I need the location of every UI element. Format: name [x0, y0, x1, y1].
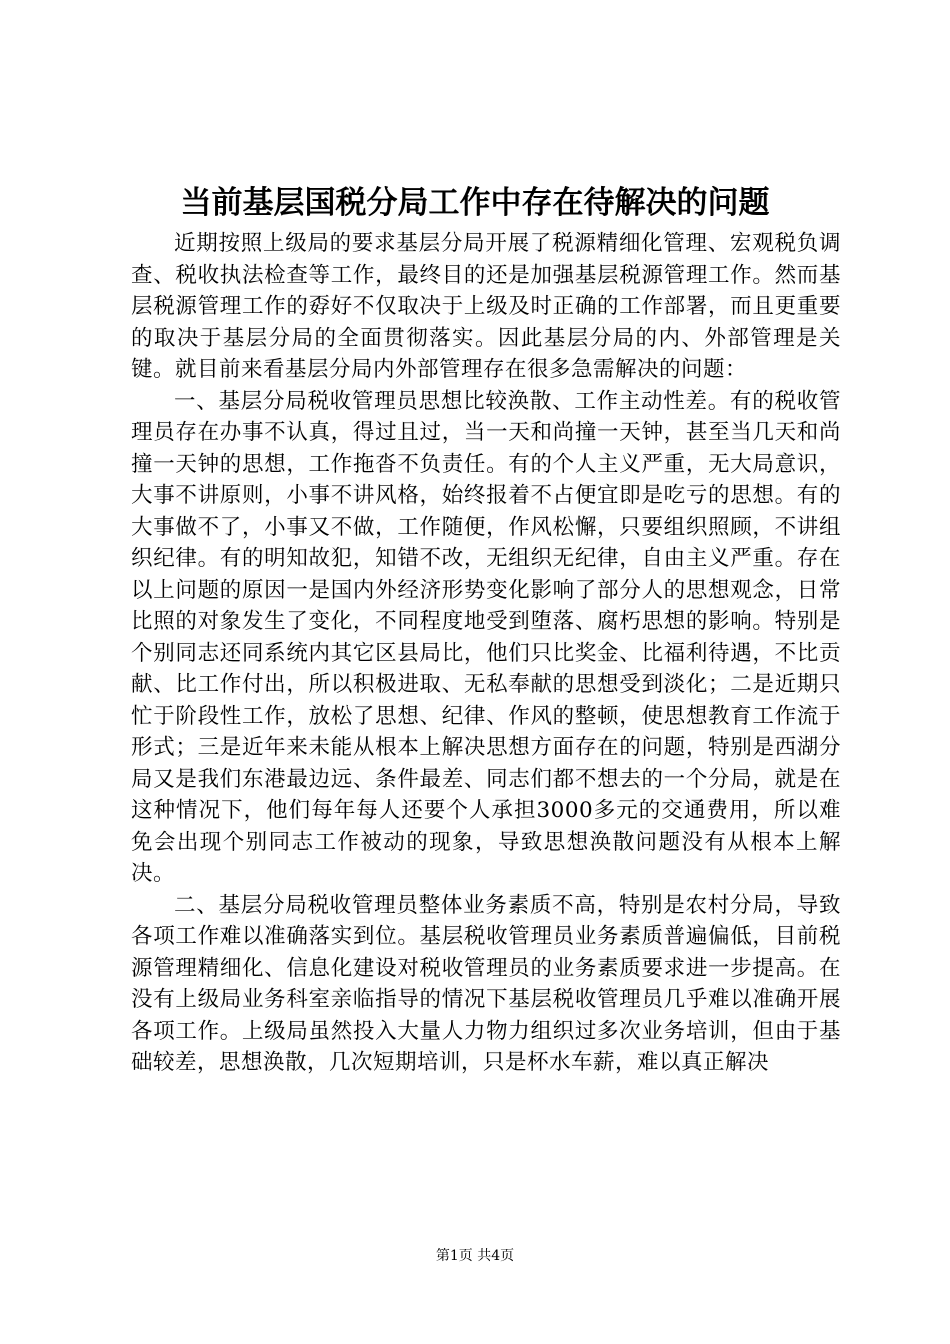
paragraph-section-two: 二、基层分局税收管理员整体业务素质不高，特别是农村分局，导致各项工作难以准确落实到位。基层税收管理员业务素质普遍偏低，目前税源管理精细化、信息化建设对税收管理员的业务素质要求进一步提高。在没有上级局业务科室亲临指导的情况下基层税收管理员几乎难以准确开展各项工作。上级局虽然投入大量人力物力组织过多次业务培训，但由于基础较差，思想涣散，几次短期培训，只是杯水车薪，难以真正解决	[131, 892, 841, 1075]
paragraph-intro: 近期按照上级局的要求基层分局开展了税源精细化管理、宏观税负调查、税收执法检查等工作，最终目的还是加强基层税源管理工作。然而基层税源管理工作的孬好不仅取决于上级及时正确的工作部署，而且更重要的取决于基层分局的全面贯彻落实。因此基层分局的内、外部管理是关键。就目前来看基层分局内外部管理存在很多急需解决的问题：	[131, 231, 841, 382]
paragraph-section-one: 一、基层分局税收管理员思想比较涣散、工作主动性差。有的税收管理员存在办事不认真，得过且过，当一天和尚撞一天钟，甚至当几天和尚撞一天钟的思想，工作拖沓不负责任。有的个人主义严重，无大局意识，大事不讲原则，小事不讲风格，始终报着不占便宜即是吃亏的思想。有的大事做不了，小事又不做，工作随便，作风松懈，只要组织照顾，不讲组织纪律。有的明知故犯，知错不改，无组织无纪律，自由主义严重。存在以上问题的原因一是国内外经济形势变化影响了部分人的思想观念，日常比照的对象发生了变化，不同程度地受到堕落、腐朽思想的影响。特别是个别同志还同系统内其它区县局比，他们只比奖金、比福利待遇，不比贡献、比工作付出，所以积极进取、无私奉献的思想受到淡化；二是近期只忙于阶段性工作，放松了思想、纪律、作风的整顿，使思想教育工作流于形式；三是近年来未能从根本上解决思想方面存在的问题，特别是西湖分局又是我们东港最边远、条件最差、同志们都不想去的一个分局，就是在这种情况下，他们每年每人还要个人承担3000多元的交通费用，所以难免会出现个别同志工作被动的现象，导致思想涣散问题没有从根本上解决。	[131, 388, 841, 886]
document-body	[131, 228, 841, 1079]
document-title: 当前基层国税分局工作中存在待解决的问题	[180, 185, 770, 221]
page-footer: 第1页 共4页	[435, 1248, 515, 1264]
